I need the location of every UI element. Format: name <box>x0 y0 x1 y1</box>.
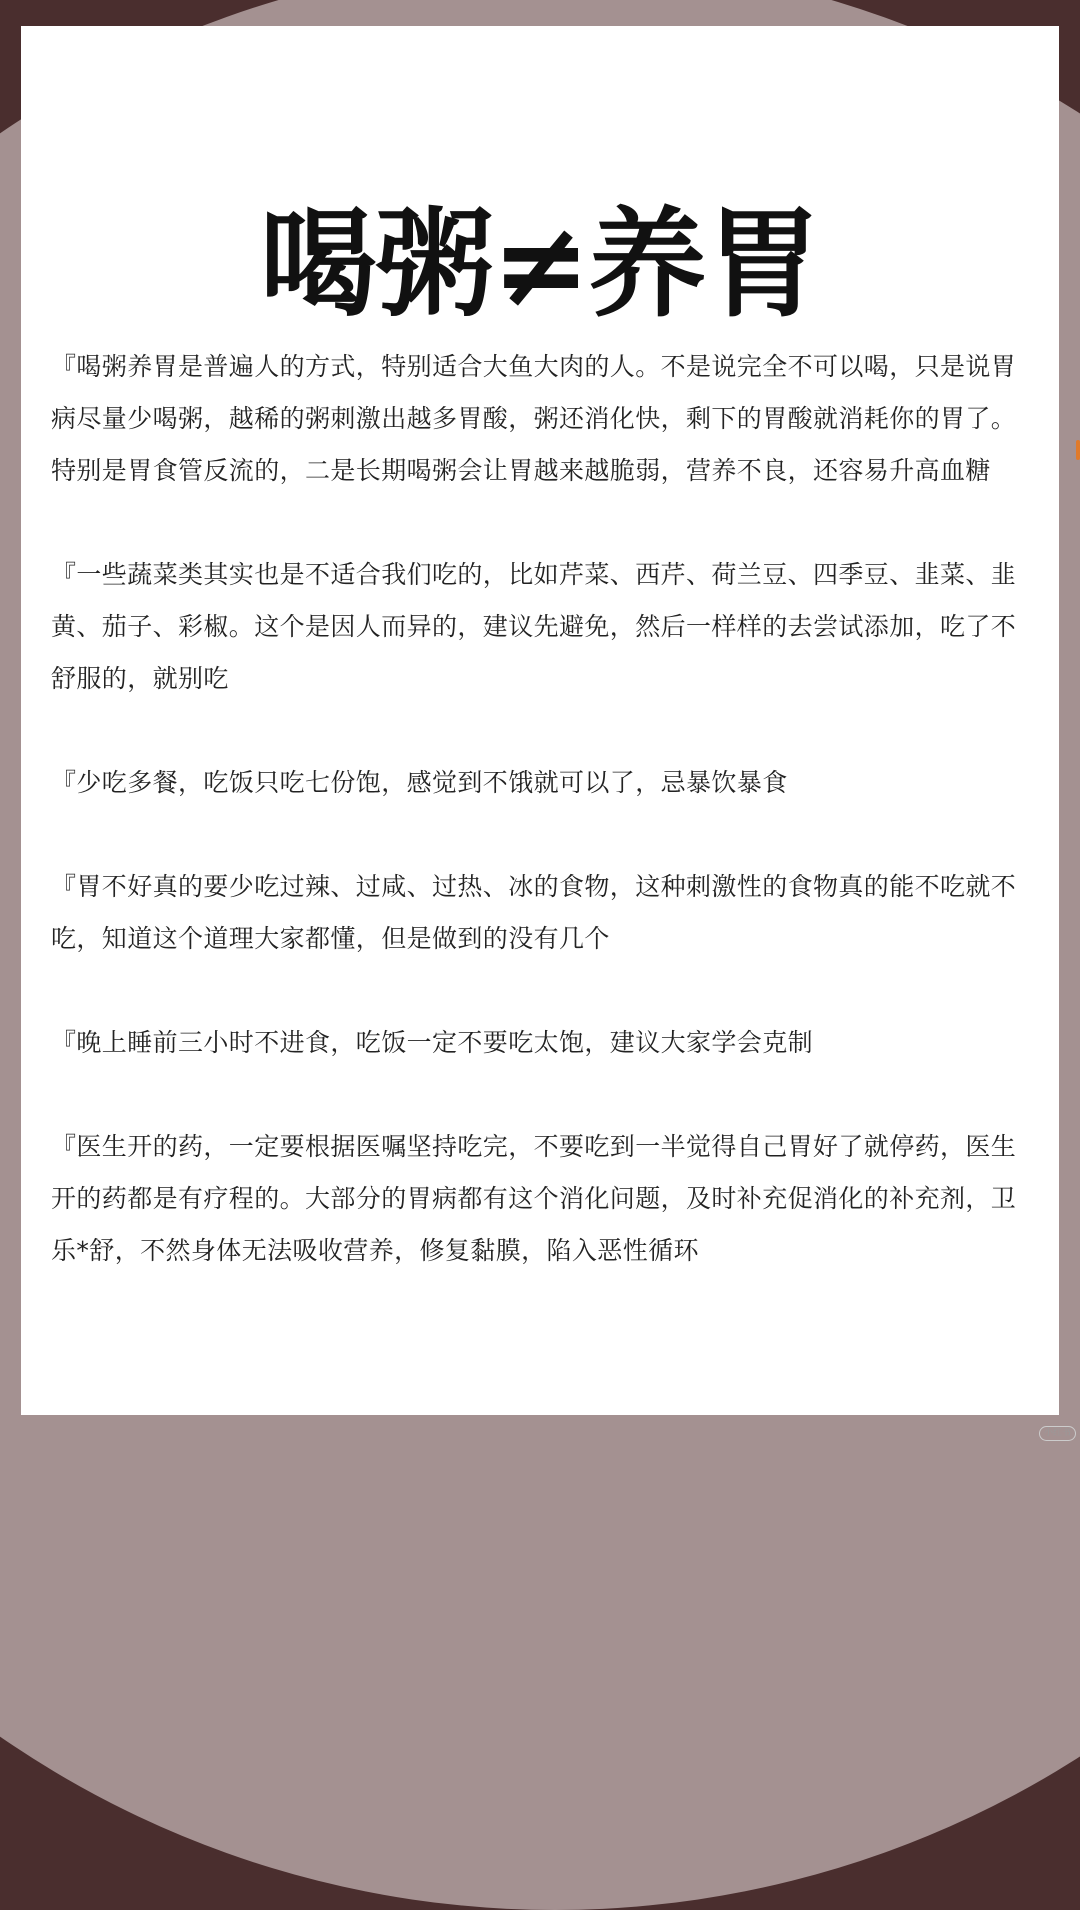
content-card <box>21 26 1059 1415</box>
watermark-logo: 小红书 <box>1039 1426 1076 1441</box>
paragraph-medicine: 『医生开的药，一定要根据医嘱坚持吃完，不要吃到一半觉得自己胃好了就停药，医生开的药都是有疗程的。大部分的胃病都有这个消化问题，及时补充促消化的补充剂，卫乐*舒，不然身体无法吸收营养，修复黏膜，陷入恶性循环 <box>51 1132 1017 1265</box>
paragraph-porridge: 『喝粥养胃是普遍人的方式，特别适合大鱼大肉的人。不是说完全不可以喝，只是说胃病尽量少喝粥，越稀的粥刺激出越多胃酸，粥还消化快，剩下的胃酸就消耗你的胃了。特别是胃食管反流的，二是长期喝粥会让胃越来越脆弱，营养不良，还容易升高血糖 <box>51 352 1017 485</box>
edge-marker <box>1076 440 1080 460</box>
page-title: 喝粥≠养胃 <box>259 195 821 333</box>
paragraph-small-meals: 『少吃多餐，吃饭只吃七份饱，感觉到不饿就可以了，忌暴饮暴食 <box>51 768 788 797</box>
paragraph-before-sleep: 『晚上睡前三小时不进食，吃饭一定不要吃太饱，建议大家学会克制 <box>51 1028 814 1057</box>
paragraph-spicy-food: 『胃不好真的要少吃过辣、过咸、过热、冰的食物，这种刺激性的食物真的能不吃就不吃，知道这个道理大家都懂，但是做到的没有几个 <box>51 872 1017 953</box>
paragraph-vegetables: 『一些蔬菜类其实也是不适合我们吃的，比如芹菜、西芹、荷兰豆、四季豆、韭菜、韭黄、茄子、彩椒。这个是因人而异的，建议先避免，然后一样样的去尝试添加，吃了不舒服的，就别吃 <box>51 560 1017 693</box>
